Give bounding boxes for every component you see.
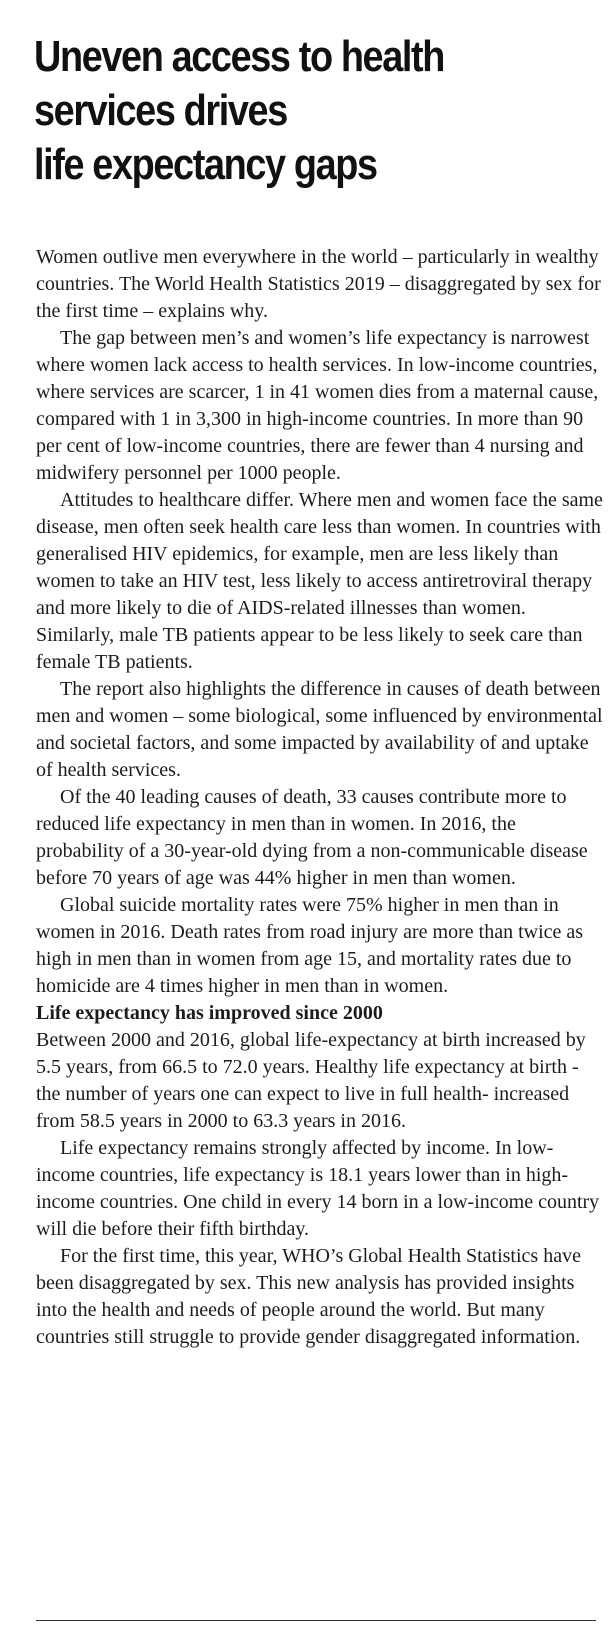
article-body [36, 244, 604, 1351]
headline-line-1: Uneven access to health [34, 32, 445, 81]
headline [34, 30, 516, 192]
paragraph-causes: The report also highlights the difference in causes of death between men and women – some biological, some influenced by environmental and societal factors, and some impacted by availability of and uptake of health services. [36, 678, 603, 781]
paragraph-suicide-rates: Global suicide mortality rates were 75% higher in men than in women in 2016. Death rates from road injury are more than twice as high in men than in women from age 15, and mortality rates due to homicide are 4 times higher in men than in women. [36, 894, 584, 997]
paragraph-intro: Women outlive men everywhere in the world – particularly in wealthy countries. The World Health Statistics 2019 – disaggregated by sex for the first time – explains why. [36, 246, 601, 322]
subheading: Life expectancy has improved since 2000 [36, 1002, 383, 1024]
headline-line-3: life expectancy gaps [34, 140, 377, 189]
paragraph-improvement: Between 2000 and 2016, global life-expectancy at birth increased by 5.5 years, from 66.5 to 72.0 years. Healthy life expectancy at birth - the number of years one can expect to live in full health- increased from 58.5 years in 2000 to 63.3 years in 2016. [36, 1029, 586, 1132]
paragraph-access-gap: The gap between men’s and women’s life expectancy is narrowest where women lack access to health services. In low-income countries, where services are scarcer, 1 in 41 women dies from a maternal cause, compared with 1 in 3,300 in high-income countries. In more than 90 per cent of low-income countries, there are fewer than 4 nursing and midwifery personnel per 1000 people. [36, 327, 599, 484]
article-header [26, 30, 604, 192]
paragraph-disaggregation: For the first time, this year, WHO’s Global Health Statistics have been disaggregated by sex. This new analysis has provided insights into the health and needs of people around the world. But many countries still struggle to provide gender disaggregated information. [36, 1245, 581, 1348]
paragraph-income: Life expectancy remains strongly affected by income. In low-income countries, life expectancy is 18.1 years lower than in high-income countries. One child in every 14 born in a low-income country will die before their fifth birthday. [36, 1137, 600, 1240]
bottom-divider [36, 1620, 596, 1621]
paragraph-leading-causes: Of the 40 leading causes of death, 33 causes contribute more to reduced life expectancy in men than in women. In 2016, the probability of a 30-year-old dying from a non-communicable disease before 70 years of age was 44% higher in men than women. [36, 786, 588, 889]
paragraph-attitudes: Attitudes to healthcare differ. Where men and women face the same disease, men often seek health care less than women. In countries with generalised HIV epidemics, for example, men are less likely than women to take an HIV test, less likely to access antiretroviral therapy and more likely to die of AIDS-related illnesses than women. Similarly, male TB patients appear to be less likely to seek care than female TB patients. [36, 489, 603, 673]
headline-line-2: services drives [34, 86, 287, 135]
